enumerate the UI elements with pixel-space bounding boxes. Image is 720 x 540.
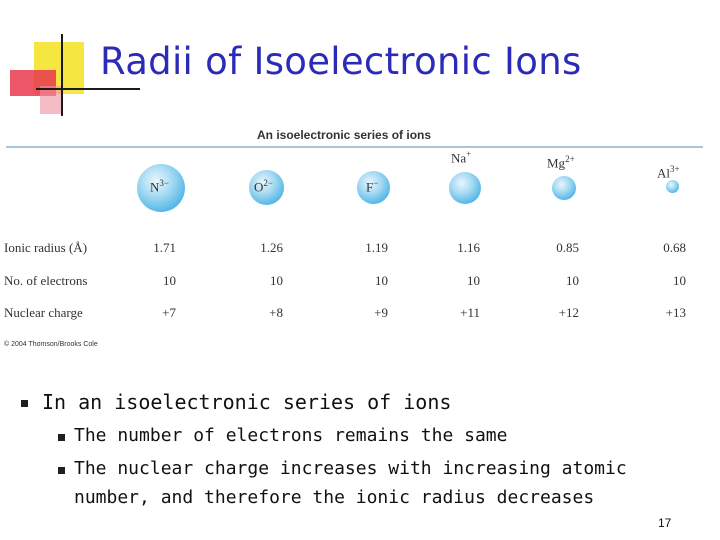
ion-n3 [137,164,185,212]
ion-label: $N^{3-}$ [150,178,169,195]
ion-label: $Al^{3+}$ [657,164,680,181]
decoration-vertical-line [61,34,63,116]
ion-sphere [666,180,679,193]
decoration-pink-square [40,86,62,114]
table-cell: 10 [375,273,388,288]
table-cell: 10 [566,273,579,288]
table-cell: +12 [558,305,579,320]
decoration-horizontal-line [36,88,140,90]
isoelectronic-figure [0,122,720,354]
row-label-ionic-radius: Ionic radius (Å) [4,240,88,255]
figure-top-rule [6,146,703,148]
ion-sphere [552,176,576,200]
row-label-electrons: No. of electrons [4,273,88,288]
figure-copyright: © 2004 Thomson/Brooks Cole [4,341,98,348]
table-cell: 10 [467,273,480,288]
ion-mg [547,154,576,200]
table-cell: +8 [269,305,283,320]
table-cell: 10 [270,273,283,288]
sub-bullet-text-continued: number, and therefore the ionic radius decreases [74,487,595,508]
sub-bullet-text: The number of electrons remains the same [74,425,508,446]
figure-caption: An isoelectronic series of ions [257,128,432,142]
table-cell: +11 [460,305,480,320]
table-cell: 1.16 [457,240,480,255]
ion-label: $O^{2-}$ [254,178,273,195]
bullet-main-text: In an isoelectronic series of ions [42,390,452,414]
table-cell: +9 [374,305,388,320]
ion-sphere [449,172,481,204]
slide-title: Radii of Isoelectronic Ions [100,40,582,83]
bullet-marker [21,400,28,407]
table-cell: 0.68 [663,240,686,255]
row-label-nuclear-charge: Nuclear charge [4,305,83,320]
table-cell: 0.85 [556,240,579,255]
ion-label: Na+ [451,149,472,166]
bullet-marker [58,434,65,441]
ion-o2 [249,170,284,205]
page-number: 17 [658,516,672,530]
table-cell: +13 [665,305,686,320]
ion-label: $Mg^{2+}$ [547,154,575,171]
title-decoration [0,0,100,120]
table-cell: 1.26 [260,240,283,255]
table-cell: 10 [673,273,686,288]
table-cell: 1.19 [365,240,388,255]
sub-bullet-text: The nuclear charge increases with increasing atomic [74,458,627,479]
table-cell: 1.71 [153,240,176,255]
ion-al [657,164,680,193]
table-cell: 10 [163,273,176,288]
table-cell: +7 [162,305,176,320]
ion-label: F− [366,178,379,195]
bullet-marker [58,467,65,474]
ion-na [449,149,481,204]
ion-f [357,171,390,204]
